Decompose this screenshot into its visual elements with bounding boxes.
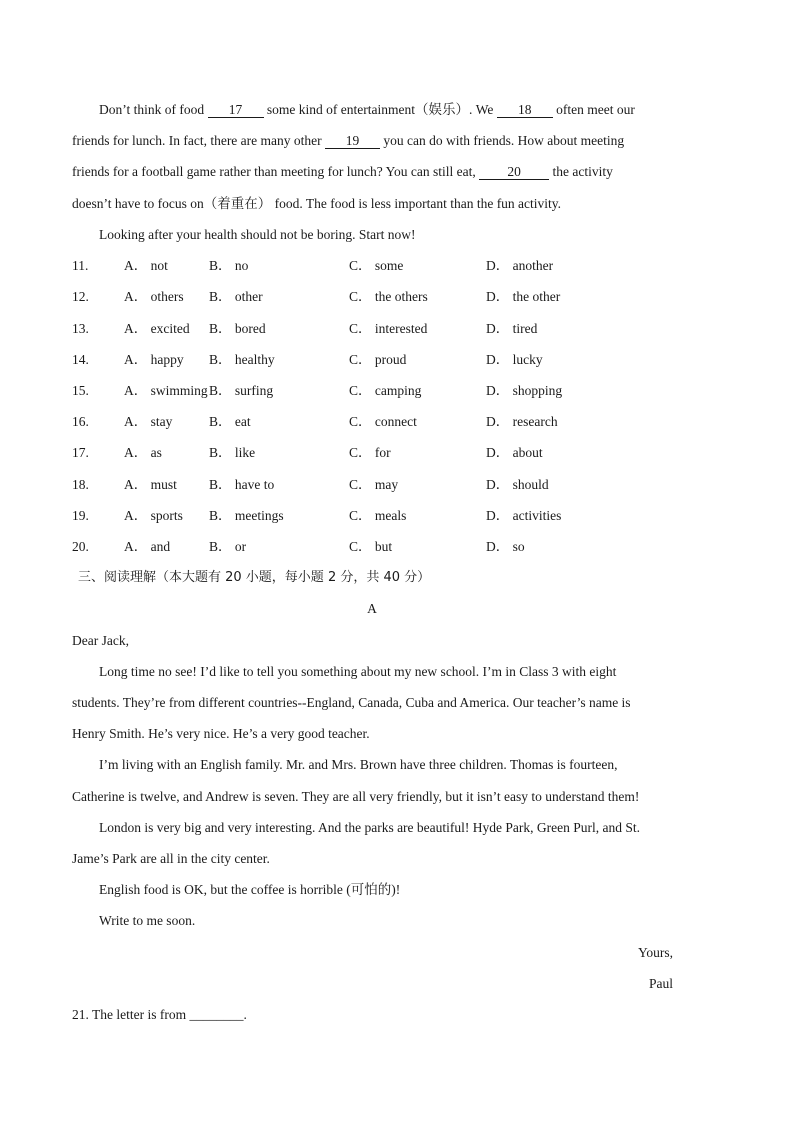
option-a: A． others xyxy=(124,289,184,304)
option-c: C． proud xyxy=(349,352,407,367)
option-d: D． tired xyxy=(486,321,538,336)
letter-line-5: Catherine is twelve, and Andrew is seven. They are all very friendly, but it isn’t easy to understand them! xyxy=(72,789,640,804)
option-a: A． as xyxy=(124,445,162,460)
question-number: 19. xyxy=(72,508,89,523)
question-12-options xyxy=(72,287,592,307)
passage-line-2 xyxy=(72,131,624,151)
section-heading: 三、阅读理解（本大题有 20 小题，每小题 2 分，共 40 分） xyxy=(78,570,431,585)
text: you can do with friends. How about meeting xyxy=(380,133,625,148)
question-number: 15. xyxy=(72,383,89,398)
option-b: B． like xyxy=(209,445,256,460)
option-d: D． activities xyxy=(486,508,562,523)
passage-line-4: doesn’t have to focus on（着重在） food. The food is less important than the fun activity. xyxy=(72,196,562,211)
letter-line-9: Write to me soon. xyxy=(99,913,196,928)
text: some kind of entertainment（娱乐）. We xyxy=(263,102,497,117)
option-c: C． camping xyxy=(349,383,422,398)
option-d: D． should xyxy=(486,477,549,492)
question-number: 17. xyxy=(72,445,89,460)
letter-closing: Yours, xyxy=(637,945,673,960)
blank-20: 20 xyxy=(479,164,549,180)
blank-19: 19 xyxy=(325,133,380,149)
question-number: 18. xyxy=(72,477,89,492)
passage-line-1 xyxy=(99,100,635,120)
letter-greeting: Dear Jack, xyxy=(72,633,129,648)
question-number: 16. xyxy=(72,414,89,429)
passage-line-3 xyxy=(72,162,613,182)
option-d: D． research xyxy=(486,414,558,429)
text: friends for lunch. In fact, there are many other xyxy=(72,133,326,148)
question-11-options xyxy=(72,256,592,276)
letter-signature: Paul xyxy=(648,976,673,991)
question-17-options xyxy=(72,443,592,463)
letter-line-1: Long time no see! I’d like to tell you something about my new school. I’m in Class 3 with eight xyxy=(99,664,617,679)
blank-18: 18 xyxy=(497,102,553,118)
option-c: C． some xyxy=(349,258,404,273)
text: often meet our xyxy=(552,102,635,117)
option-a: A． excited xyxy=(124,321,190,336)
option-b: B． no xyxy=(209,258,249,273)
option-a: A． and xyxy=(124,539,171,554)
question-14-options xyxy=(72,350,592,370)
option-c: C． for xyxy=(349,445,391,460)
question-number: 13. xyxy=(72,321,89,336)
option-b: B． other xyxy=(209,289,263,304)
question-number: 11. xyxy=(72,258,89,273)
option-c: C． connect xyxy=(349,414,417,429)
question-number: 14. xyxy=(72,352,89,367)
question-13-options xyxy=(72,319,592,339)
text: friends for a football game rather than meeting for lunch? You can still eat, xyxy=(72,164,480,179)
text: Don’t think of food xyxy=(99,102,208,117)
passage-line-5: Looking after your health should not be boring. Start now! xyxy=(99,227,416,242)
option-b: B． healthy xyxy=(209,352,275,367)
question-number: 21. xyxy=(72,1007,89,1022)
question-16-options xyxy=(72,412,592,432)
option-c: C． interested xyxy=(349,321,428,336)
option-b: B． eat xyxy=(209,414,251,429)
option-a: A． not xyxy=(124,258,168,273)
question-15-options xyxy=(72,381,592,401)
blank-17: 17 xyxy=(208,102,264,118)
letter-line-7: Jame’s Park are all in the city center. xyxy=(72,851,270,866)
question-19-options xyxy=(72,506,592,526)
letter-line-3: Henry Smith. He’s very nice. He’s a very good teacher. xyxy=(72,726,370,741)
part-label: A xyxy=(367,601,377,616)
option-a: A． stay xyxy=(124,414,173,429)
option-d: D． so xyxy=(486,539,525,554)
option-c: C． but xyxy=(349,539,393,554)
option-a: A． must xyxy=(124,477,177,492)
option-c: C． meals xyxy=(349,508,407,523)
option-b: B． or xyxy=(209,539,247,554)
option-a: A． swimming xyxy=(124,383,208,398)
option-d: D． shopping xyxy=(486,383,563,398)
option-c: C． the others xyxy=(349,289,428,304)
question-end: . xyxy=(243,1007,247,1022)
letter-line-8: English food is OK, but the coffee is horrible (可怕的)! xyxy=(99,882,401,897)
answer-blank[interactable]: ________ xyxy=(189,1007,244,1022)
option-a: A． happy xyxy=(124,352,184,367)
option-d: D． about xyxy=(486,445,543,460)
option-d: D． lucky xyxy=(486,352,543,367)
question-18-options xyxy=(72,475,592,495)
text: the activity xyxy=(549,164,613,179)
question-20-options xyxy=(72,537,592,557)
question-text: The letter is from xyxy=(92,1007,190,1022)
option-b: B． bored xyxy=(209,321,266,336)
option-d: D． another xyxy=(486,258,554,273)
letter-line-4: I’m living with an English family. Mr. and Mrs. Brown have three children. Thomas is fourteen, xyxy=(99,757,618,772)
option-b: B． surfing xyxy=(209,383,274,398)
question-21 xyxy=(72,1005,247,1025)
question-number: 12. xyxy=(72,289,89,304)
option-d: D． the other xyxy=(486,289,561,304)
question-number: 20. xyxy=(72,539,89,554)
letter-line-6: London is very big and very interesting. And the parks are beautiful! Hyde Park, Green Purl, and St. xyxy=(99,820,640,835)
option-a: A． sports xyxy=(124,508,183,523)
option-b: B． meetings xyxy=(209,508,284,523)
letter-line-2: students. They’re from different countries--England, Canada, Cuba and America. Our teacher’s name is xyxy=(72,695,631,710)
option-b: B． have to xyxy=(209,477,275,492)
option-c: C． may xyxy=(349,477,399,492)
